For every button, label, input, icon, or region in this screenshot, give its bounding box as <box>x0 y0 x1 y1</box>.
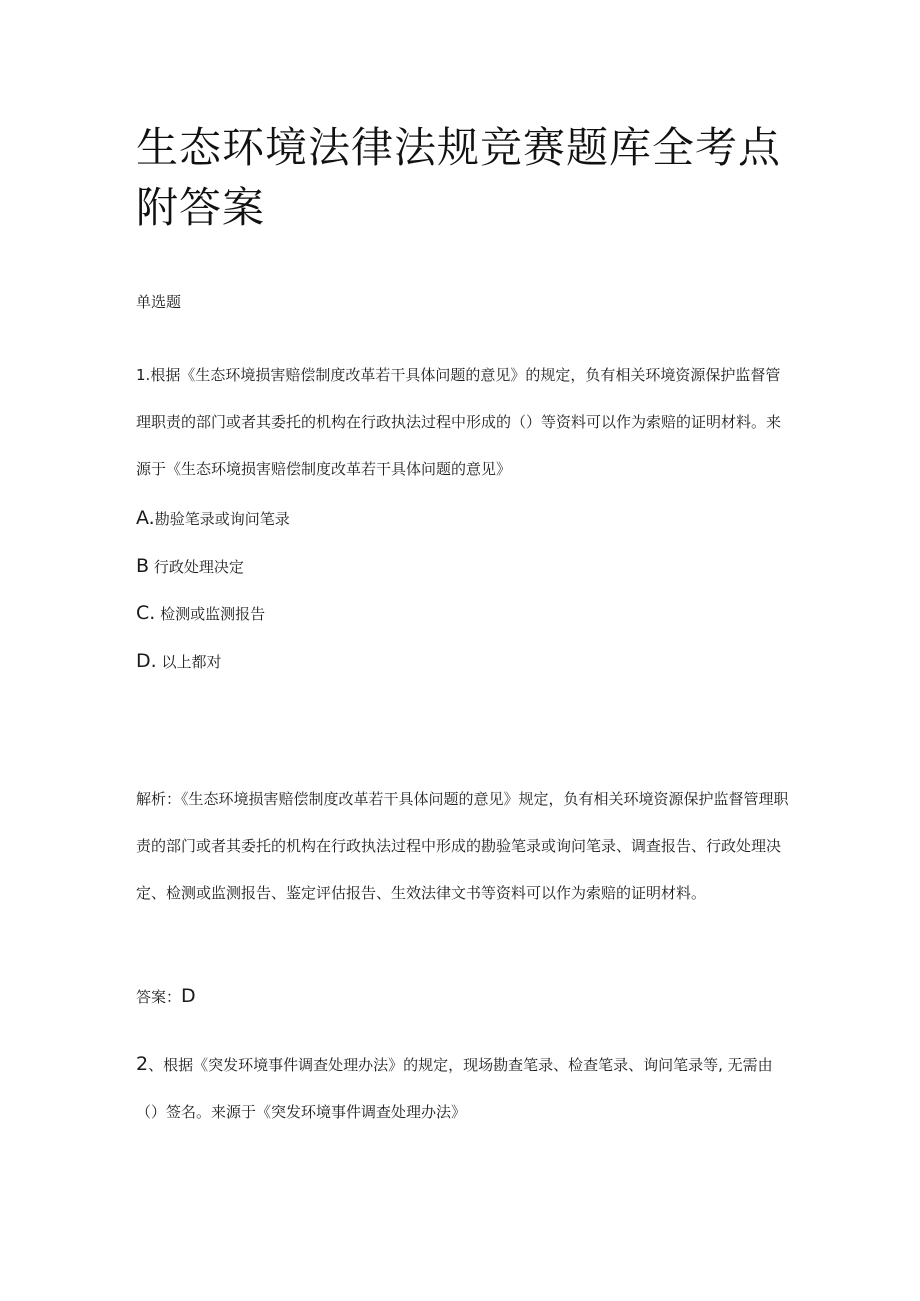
option-text: 勘验笔录或询问笔录 <box>154 510 290 528</box>
option-a <box>136 506 791 530</box>
option-b <box>136 554 791 578</box>
question-1-answer <box>136 984 196 1009</box>
option-letter: C. <box>136 602 156 624</box>
answer-value: D <box>181 985 196 1007</box>
question-number: 2 <box>136 1053 149 1075</box>
option-text: 以上都对 <box>161 652 222 671</box>
question-1-options <box>136 506 791 696</box>
question-text: 根据《生态环境损害赔偿制度改革若干具体问题的意见》的规定，负有相关环境资源保护监督管理职责的部门或者其委托的机构在行政执法过程中形成的（）等资料可以作为索赔的证明材料。来源于《生态环境损害赔偿制度改革若干具体问题的意见》 <box>136 366 782 478</box>
option-c <box>136 601 791 625</box>
answer-label: 答案： <box>136 988 182 1006</box>
document-title: 生态环境法律法规竞赛题库全考点附答案 <box>136 123 782 232</box>
question-number: 1. <box>136 366 151 384</box>
question-1-analysis: 解析：《生态环境损害赔偿制度改革若干具体问题的意见》规定，负有相关环境资源保护监督管理职责的部门或者其委托的机构在行政执法过程中形成的勘验笔录或询问笔录、调查报告、行政处理决定、检测或监测报告、鉴定评估报告、生效法律文书等资料可以作为索赔的证明材料。 <box>136 790 789 902</box>
option-text: 行政处理决定 <box>153 557 244 576</box>
section-heading: 单选题 <box>136 293 182 311</box>
option-letter: D. <box>136 649 157 672</box>
question-2 <box>136 1041 791 1136</box>
option-d <box>136 649 791 673</box>
option-letter: A. <box>136 507 155 529</box>
option-text: 检测或监测报告 <box>160 605 266 623</box>
question-text: 、根据《突发环境事件调查处理办法》的规定，现场勘查笔录、检查笔录、询问笔录等, 无需由（）签名。来源于《突发环境事件调查处理办法》 <box>136 1056 773 1121</box>
question-1 <box>136 352 791 493</box>
option-letter: B <box>136 554 150 577</box>
